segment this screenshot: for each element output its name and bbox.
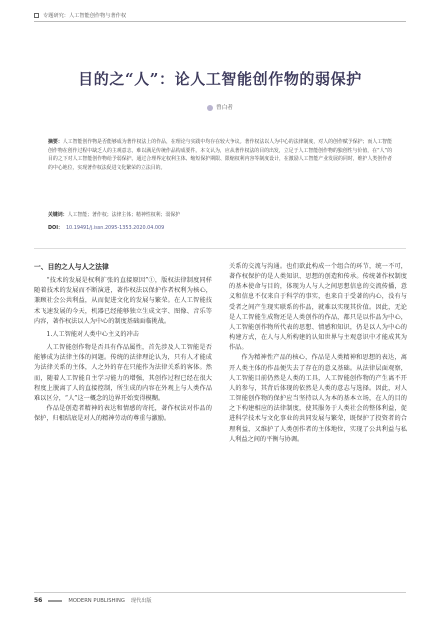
footer-bar (48, 600, 62, 602)
running-head (34, 12, 126, 19)
page-footer (34, 597, 152, 604)
abstract (48, 138, 392, 172)
paragraph: 人工智能创作物是否具有作品属性，首先涉及人工智能是否能够成为法律主体的问题。传统的法律理论认为，只有人才能成为法律关系的主体，人之外的存在只能作为法律关系的客体。然而，随着人工智能自主学习能力的增强，其创作过程已经在很大程度上脱离了人的直接控制，所生成的内容在外观上与人类作品难以区分，“人”这一概念的边界开始变得模糊。 (34, 344, 212, 402)
keywords (48, 211, 392, 218)
right-column (229, 262, 407, 445)
doi-line (48, 224, 164, 231)
page-number: 56 (34, 597, 43, 604)
footer-divider (34, 592, 406, 593)
left-column (34, 262, 212, 424)
article-title: 目的之“人”：论人工智能创作物的弱保护 (78, 70, 362, 88)
author-line (0, 103, 440, 111)
subsection-title: 1.人工智能对人类中心主义的冲击 (46, 330, 139, 338)
header-divider (34, 21, 406, 22)
keywords-text: 人工智能；著作权；法律主体；精神性权利；弱保护 (67, 212, 181, 218)
paragraph: 作品是创造者精神的表达和情感的寄托，著作权法对作品的保护，归根结底是对人的精神劳动的尊重与激励。 (34, 405, 212, 423)
paragraph: 作为精神性产品的核心，作品是人类精神和思想的表达，离开人类主体的作品便失去了存在的意义基础。从法律层面观察，人工智能目前仍然是人类的工具，人工智能创作物的产生离不开人的参与，其背后体现的依然是人类的意志与选择。因此，对人工智能创作物的保护应当坚持以人为本的基本立场，在人的目的之下构建相应的法律制度，使其服务于人类社会的整体利益，促进科学技术与文化事业的共同发展与繁荣，既保护了投资者的合理利益，又维护了人类创作者的主体地位，实现了公共利益与私人利益之间的平衡与协调。 (229, 354, 407, 443)
author-icon (207, 105, 213, 111)
section-title: 一、目的之人与人之法律 (34, 263, 109, 271)
abstract-label: 摘要： (48, 139, 63, 145)
doi-label: DOI： (48, 225, 63, 231)
keywords-label: 关键词： (48, 212, 68, 218)
journal-name-en: MODERN PUBLISHING (68, 597, 125, 604)
running-head-text: 专题研究：人工智能创作物与著作权 (43, 13, 127, 19)
abstract-divider (34, 248, 406, 249)
abstract-text: 人工智能创作物是否能够成为著作权法上的作品，在理论与实践中均存在较大争议。著作权法以人为中心的法律制度，对人的创作赋予保护；而人工智能创作物在创作过程中缺乏人的主观意志，难以满足传统作品构成要件。本文认为，应从著作权法的目的出发，立足于人工智能创作物的独创性与价值，在“人”的目的之下对人工智能创作物给予弱保护。通过合理界定权利主体、缩短保护期限、限缩权利内容等制度设计，在激励人工智能产业发展的同时，维护人类创作者的中心地位，实现著作权法促进文化繁荣的立法目的。 (48, 139, 392, 171)
doi-link[interactable]: 10.19491/j.issn.2095-1353.2020.04.009 (65, 225, 165, 231)
paragraph: “技术的发展是权利扩张的直接原因”①，版权法律制度同样随着技术的发展而不断演进，著作权法以保护作者权利为核心，兼顾社会公共利益，从而促进文化的发展与繁荣。在人工智能技术飞速发展的今天，机器已经能够独立生成文字、图像、音乐等内容，著作权法以人为中心的制度基础面临挑战。 (34, 277, 212, 325)
paragraph: 关系的交流与沟通。也们欲此构成一个组合的环节，统一不可，著作权保护的是人类知识、思想的创造和传承。传统著作权制度的基本使命与目的，体现为人与人之间思想信息的交流传播，意义和信息不仅来自于科学的事实，也来自于受著的内心，没有与受者之间产生现实联系的作品，就难以实现其价值。因此，无论是人工智能生成物还是人类创作的作品，都只是以作品为中心，人工智能创作物所代表的思想、情感和知识，仍是以人为中心的构建方式，在人与人所构建的认知世界与主观意识中才能成其为作品。 (229, 263, 407, 352)
square-icon (34, 13, 39, 18)
author-name: 曾白者 (216, 105, 233, 111)
journal-name-cn: 现代出版 (130, 598, 152, 604)
